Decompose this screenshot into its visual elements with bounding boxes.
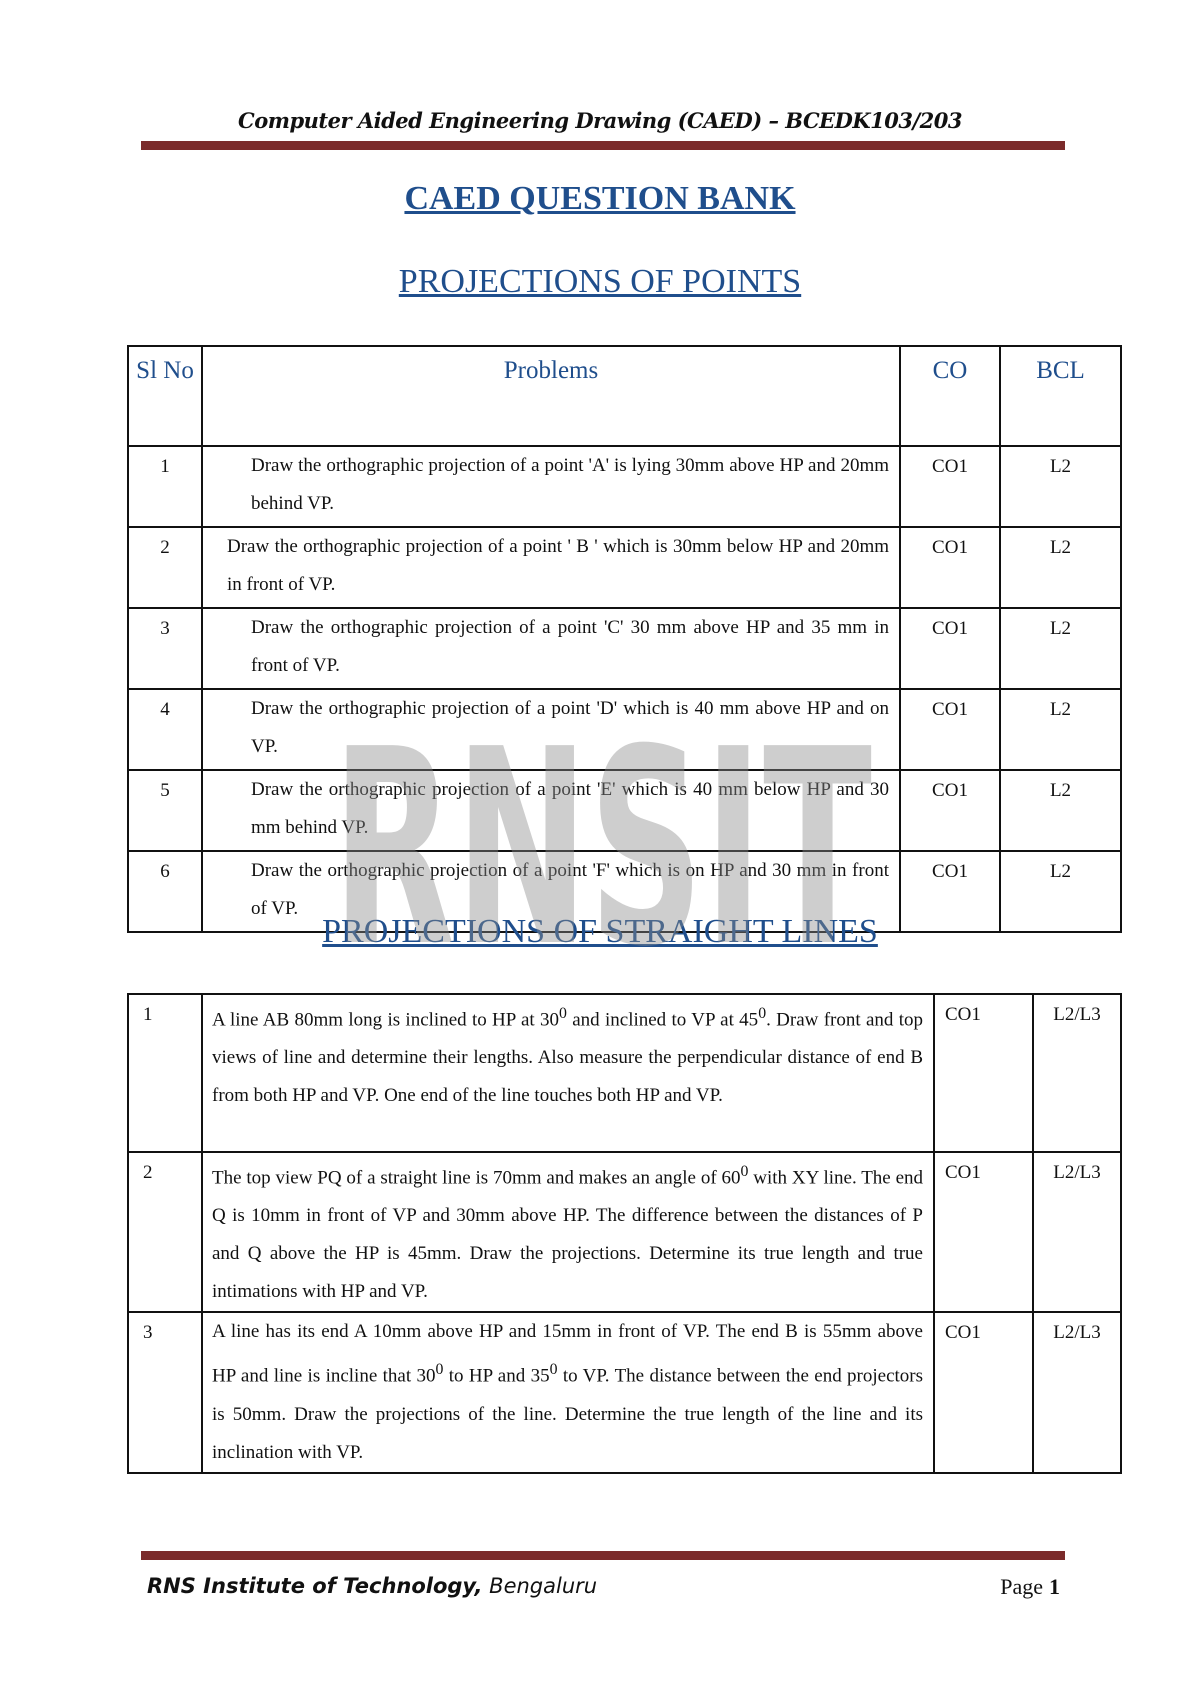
row-co: CO1 (900, 770, 1000, 851)
row-problem (202, 994, 934, 1152)
footer-rule (141, 1551, 1065, 1560)
section-title-points: PROJECTIONS OF POINTS (398, 263, 802, 300)
institute-name: RNS Institute of Technology, (147, 1574, 483, 1598)
page-title: CAED QUESTION BANK (404, 180, 796, 217)
row-problem (202, 1152, 934, 1312)
row-sl: 1 (128, 994, 202, 1152)
problem-text: A line AB 80mm long is inclined to HP at 30 (212, 1009, 559, 1031)
row-bcl: L2/L3 (1033, 1152, 1121, 1312)
row-co: CO1 (934, 994, 1033, 1152)
row-bcl: L2 (1000, 527, 1121, 608)
problem-text: The top view PQ of a straight line is 70mm and makes an angle of 60 (212, 1167, 741, 1189)
lines-table (127, 993, 1122, 1474)
problem-text: . Draw front and top views of line and determine their lengths. Also measure the perpendicular distance of end B from both HP and VP. One end of the line touches both HP and VP. (212, 1009, 923, 1107)
row-sl: 2 (128, 527, 202, 608)
header-sl-no: Sl No (128, 346, 202, 446)
row-problem: Draw the orthographic projection of a point 'A' is lying 30mm above HP and 20mm behind VP. (202, 446, 900, 527)
row-bcl: L2 (1000, 608, 1121, 689)
table-row (128, 446, 1121, 527)
row-problem: Draw the orthographic projection of a point ' B ' which is 30mm below HP and 20mm in front of VP. (202, 527, 900, 608)
row-bcl: L2 (1000, 770, 1121, 851)
table-row (128, 770, 1121, 851)
header-bcl: BCL (1000, 346, 1121, 446)
points-table (127, 345, 1122, 933)
row-sl: 4 (128, 689, 202, 770)
row-co: CO1 (900, 446, 1000, 527)
table-row (128, 527, 1121, 608)
row-sl: 3 (128, 608, 202, 689)
row-bcl: L2 (1000, 446, 1121, 527)
row-co: CO1 (900, 608, 1000, 689)
watermark-text: RNSIT (332, 691, 873, 960)
degree-sup: 0 (558, 1005, 567, 1022)
row-co: CO1 (934, 1312, 1033, 1472)
row-problem: Draw the orthographic projection of a point 'E' which is 40 mm below HP and 30 mm behind VP. (202, 770, 900, 851)
row-sl: 3 (128, 1312, 202, 1472)
table-row (128, 994, 1121, 1152)
table-header-row (128, 346, 1121, 446)
row-problem: Draw the orthographic projection of a point 'F' which is on HP and 30 mm in front of VP. (202, 851, 900, 932)
page-indicator (1000, 1574, 1060, 1600)
degree-sup: 0 (435, 1361, 444, 1379)
row-bcl: L2/L3 (1033, 994, 1121, 1152)
row-co: CO1 (900, 689, 1000, 770)
row-sl: 1 (128, 446, 202, 527)
table-row (128, 1312, 1121, 1472)
row-bcl: L2/L3 (1033, 1312, 1121, 1472)
page-number: 1 (1049, 1574, 1060, 1599)
row-problem: Draw the orthographic projection of a point 'D' which is 40 mm above HP and on VP. (202, 689, 900, 770)
row-sl: 6 (128, 851, 202, 932)
header-co: CO (900, 346, 1000, 446)
row-co: CO1 (934, 1152, 1033, 1312)
degree-sup: 0 (549, 1361, 558, 1379)
row-sl: 2 (128, 1152, 202, 1312)
institute-city: Bengaluru (489, 1574, 598, 1598)
header-problems: Problems (202, 346, 900, 446)
table-row (128, 1152, 1121, 1312)
section-title-lines: PROJECTIONS OF STRAIGHT LINES (322, 913, 878, 950)
row-bcl: L2 (1000, 851, 1121, 932)
row-bcl: L2 (1000, 689, 1121, 770)
header-rule (141, 141, 1065, 150)
degree-sup: 0 (758, 1005, 767, 1022)
row-co: CO1 (900, 851, 1000, 932)
degree-sup: 0 (740, 1163, 749, 1180)
row-sl: 5 (128, 770, 202, 851)
row-problem: Draw the orthographic projection of a point 'C' 30 mm above HP and 35 mm in front of VP. (202, 608, 900, 689)
problem-text: with XY line. The end Q is 10mm in front of VP and 30mm above HP. The difference between the distances of P and Q above the HP is 45mm. Draw the projections. Determine its true length and true intimations with HP and VP. (212, 1167, 924, 1303)
table-row (128, 689, 1121, 770)
row-problem (202, 1312, 934, 1472)
row-co: CO1 (900, 527, 1000, 608)
running-header: Computer Aided Engineering Drawing (CAED) – BCEDK103/203 (238, 108, 962, 133)
table-row (128, 608, 1121, 689)
footer-institute (147, 1574, 597, 1598)
problem-text: and inclined to VP at 45 (566, 1009, 759, 1031)
problem-text: A line has its end A 10mm above HP and 15mm in front of VP. The end B is 55mm above HP and line is incline that 30 (212, 1321, 923, 1387)
page-label: Page (1000, 1574, 1043, 1599)
problem-text: to HP and 35 (443, 1365, 550, 1387)
problem-text: to VP. The distance between the end projectors is 50mm. Draw the projections of the line. Determine the true length of the line and its inclination with VP. (212, 1365, 924, 1463)
